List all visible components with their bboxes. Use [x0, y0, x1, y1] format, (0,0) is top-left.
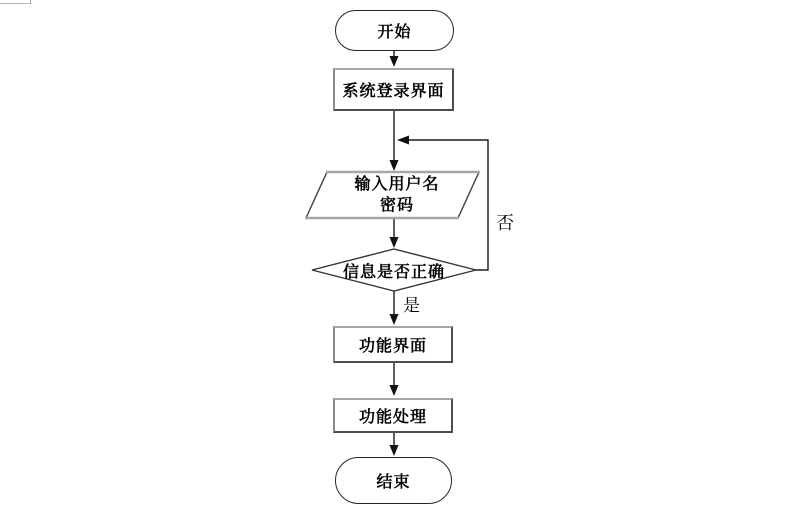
edge-label-no: 否	[496, 213, 514, 233]
function-ui-process-box	[333, 326, 453, 363]
arrowhead-down-icon	[390, 56, 399, 67]
arrowhead-down-icon	[390, 237, 399, 248]
decision-label: 信息是否正确	[342, 263, 445, 281]
input-label-line2: 密码	[379, 197, 414, 214]
start-label: 开始	[377, 24, 412, 41]
input-parallelogram-label	[322, 173, 472, 217]
end-label: 结束	[376, 474, 411, 491]
arrowhead-down-icon	[390, 160, 399, 171]
end-terminator	[335, 457, 452, 504]
login-label: 系统登录界面	[342, 83, 445, 100]
login-process-box	[333, 68, 454, 111]
decision-diamond-label	[312, 249, 476, 291]
function-ui-label: 功能界面	[358, 338, 427, 355]
input-label-line1: 输入用户名	[354, 176, 440, 193]
arrowhead-left-icon	[397, 136, 409, 145]
arrowhead-down-icon	[390, 314, 399, 325]
function-process-box	[333, 398, 453, 433]
arrowhead-down-icon	[390, 385, 399, 396]
start-terminator	[335, 10, 454, 51]
edge-label-yes: 是	[403, 296, 420, 315]
arrowhead-down-icon	[390, 445, 399, 456]
function-process-label: 功能处理	[358, 409, 427, 426]
page-corner-artifact	[0, 0, 31, 4]
